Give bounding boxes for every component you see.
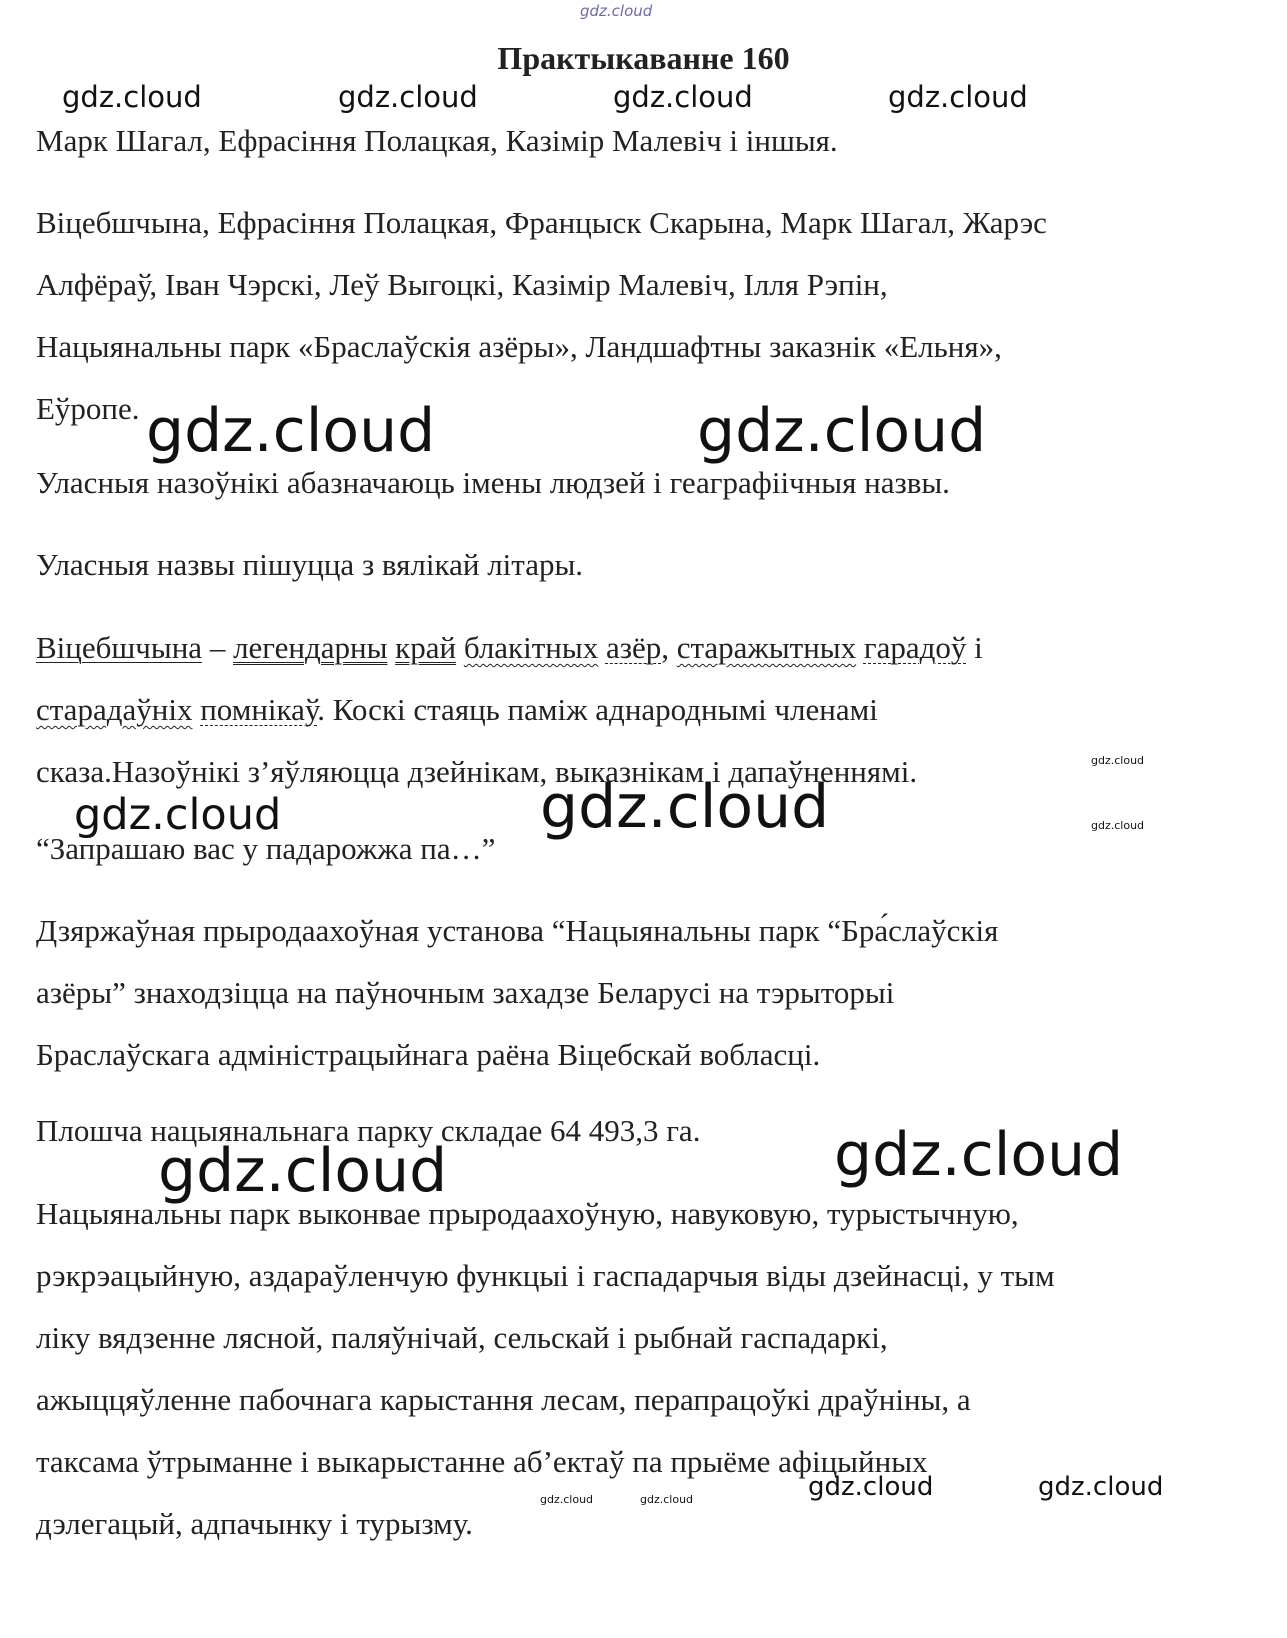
proper-nouns-line-1: Віцебшчына, Ефрасіння Полацкая, Францыск Скарына, Марк Шагал, Жарэс: [36, 205, 1047, 240]
paragraph-travel-invitation: “Запрашаю вас у падарожжа па…”: [36, 831, 496, 866]
paragraph-park-location: [36, 900, 1236, 1086]
word-natsyianalny: Нацыянальны: [36, 329, 222, 364]
proper-nouns-line-2: Алфёраў, Іван Чэрскі, Леў Выгоцкі, Казімір Малевіч, Ілля Рэпін,: [36, 267, 888, 302]
watermark-bottom-1: gdz.cloud: [808, 1472, 934, 1502]
word-vygotski: Выгоцкі: [387, 267, 497, 302]
word-skaryna: Скарына: [649, 205, 765, 240]
proper-nouns-line-3: Нацыянальны парк «Браслаўскія азёры», Ландшафтны заказнік «Ельня»,: [36, 329, 1002, 364]
object-azior: азёр: [605, 630, 662, 665]
word-vitsebshchyna: Віцебшчына: [36, 205, 203, 240]
predicate-krai: край: [395, 630, 457, 665]
paragraph-rule: Уласныя назвы пішуцца з вялікай літары.: [36, 547, 584, 582]
word-frantsysk: Францыск: [504, 205, 642, 240]
analysis-line-1: Віцебшчына – легендарны край блакітных азёр, старажытных гарадоў і: [36, 630, 983, 665]
watermark-top: gdz.cloud: [580, 2, 653, 20]
attribute-starazhytnykh: старажытных: [676, 630, 857, 665]
watermark-small-3: gdz.cloud: [540, 1493, 594, 1506]
word-shagal: Шагал: [860, 205, 948, 240]
park-functions-line-1: Нацыянальны парк выконвае прыродаахоўную, навуковую, турыстычную,: [36, 1196, 1019, 1231]
object-garadou: гарадоў: [863, 630, 967, 665]
park-functions-line-4: ажыццяўленне пабочнага карыстання лесам, перапрацоўкі драўніны, а: [36, 1382, 971, 1417]
park-functions-line-6: дэлегацый, адпачынку і турызму.: [36, 1506, 473, 1541]
word-alferau: Алфёраў: [36, 267, 150, 302]
park-functions-line-5: таксама ўтрыманне і выкарыстанне аб’ектаў па прыёме афіцыйных: [36, 1444, 928, 1479]
watermark-large-2: gdz.cloud: [697, 396, 987, 466]
word-ivan: Іван: [164, 267, 220, 302]
watermark-header-4: gdz.cloud: [888, 80, 1028, 114]
watermark-header-2: gdz.cloud: [338, 80, 478, 114]
attribute-staradaunikh: старадаўніх: [36, 692, 193, 727]
word-elnia: Ельня: [899, 329, 979, 364]
park-functions-line-3: ліку вядзенне лясной, паляўнічай, сельскай і рыбнай гаспадаркі,: [36, 1320, 888, 1355]
analysis-line-2: старадаўніх помнікаў. Коскі стаяць паміж аднароднымі членамі: [36, 692, 878, 727]
park-location-line-3: Браслаўскага адміністрацыйнага раёна Віцебскай вобласці.: [36, 1037, 821, 1072]
watermark-medium-1: gdz.cloud: [74, 790, 282, 840]
watermark-large-3: gdz.cloud: [540, 772, 830, 842]
watermark-header-3: gdz.cloud: [613, 80, 753, 114]
word-europe: Еўропе: [36, 391, 132, 426]
paragraph-definition: Уласныя назоўнікі абазначаюць імены людзей і геаграфіічныя назвы.: [36, 465, 950, 500]
word-cherski: Чэрскі: [227, 267, 314, 302]
word-illia: Ілля: [743, 267, 800, 302]
watermark-small-4: gdz.cloud: [640, 1493, 694, 1506]
paragraph-park-area: Плошча нацыянальнага парку складае 64 493,3 га.: [36, 1113, 701, 1148]
paragraph-names-list: Марк Шагал, Ефрасіння Полацкая, Казімір Малевіч і іншыя.: [36, 123, 838, 158]
subject-vitsebshchyna: Віцебшчына: [36, 630, 203, 665]
word-kazimir: Казімір: [511, 267, 611, 302]
word-repin: Рэпін: [806, 267, 880, 302]
word-malevich: Малевіч: [618, 267, 728, 302]
word-efrasinnia: Ефрасіння: [217, 205, 356, 240]
word-mark: Марк: [780, 205, 853, 240]
word-polatskaia: Полацкая: [363, 205, 490, 240]
attribute-blakitnykh: блакітных: [463, 630, 599, 665]
park-functions-line-2: рэкрэацыйную, аздараўленчую функцыі і гаспадарчыя віды дзейнасці, у тым: [36, 1258, 1055, 1293]
word-zhares: Жарэс: [962, 205, 1047, 240]
object-pomnikau: помнікаў: [200, 692, 318, 727]
watermark-large-5: gdz.cloud: [834, 1120, 1124, 1190]
watermark-large-4: gdz.cloud: [158, 1136, 448, 1206]
word-landshaftny: Ландшафтны: [585, 329, 762, 364]
predicate-legendarny: легендарны: [233, 630, 388, 665]
word-leu: Леў: [329, 267, 380, 302]
watermark-bottom-2: gdz.cloud: [1038, 1472, 1164, 1502]
word-braslauskiia: Браслаўскія: [313, 329, 471, 364]
watermark-large-1: gdz.cloud: [146, 396, 436, 466]
analysis-line-3: сказа.Назоўнікі з’яўляюцца дзейнікам, выказнікам і дапаўненнямі.: [36, 754, 918, 789]
watermark-header-1: gdz.cloud: [62, 80, 202, 114]
page-title: Практыкаванне 160: [497, 40, 790, 76]
watermark-small-1: gdz.cloud: [1091, 754, 1145, 767]
proper-nouns-line-4: Еўропе.: [36, 391, 140, 426]
park-location-line-1: Дзяржаўная прыродаахоўная установа “Нацыянальны парк “Бра́слаўскія: [36, 913, 999, 948]
park-location-line-2: азёры” знаходзіцца на паўночным захадзе Беларусі на тэрыторыі: [36, 975, 895, 1010]
watermark-small-2: gdz.cloud: [1091, 819, 1145, 832]
